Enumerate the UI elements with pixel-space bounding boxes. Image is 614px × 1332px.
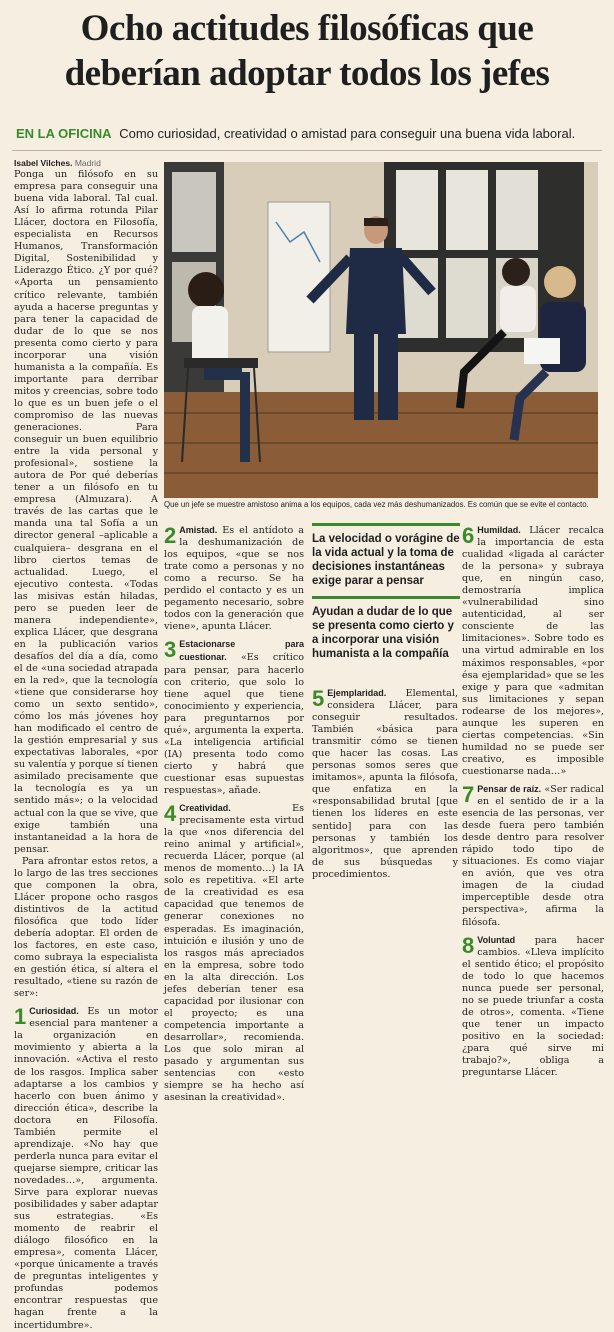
point-title: Ejemplaridad.	[327, 688, 387, 698]
point-8	[462, 934, 604, 1080]
pullquote-1: La velocidad o vorágine de la vida actual y la toma de decisiones instantáneas exige parar a pensar	[312, 523, 460, 588]
headline-line-2: deberían adoptar todos los jefes	[64, 53, 550, 94]
subhead	[16, 125, 608, 143]
point-text: «Es crítico para pensar, para hacerlo con criterio, que solo lo tiene aquel que tiene conocimiento y experiencia, para preguntarnos por qué», argumenta la experta. «La inteligencia artificial (IA) presenta todo como cierto y habrá que cuestionar esas supuestas respuestas», añade.	[164, 652, 304, 796]
point-4	[164, 802, 304, 1104]
author: Isabel Vilches.	[14, 158, 73, 168]
point-title: Humildad.	[477, 525, 521, 535]
point-1	[14, 1005, 158, 1331]
point-title: Voluntad	[477, 934, 516, 945]
divider	[12, 150, 602, 151]
point-6	[462, 524, 604, 778]
point-number: 5	[312, 686, 325, 711]
article-photo	[164, 162, 598, 498]
point-text: Elemental, considera Llácer, para conseguir resultados. También «básica para transmitir cómo se tienen que hacer las cosas. Las personas somos seres que imitamos», apunta la filósofa, que enfatiza en la «responsabilidad brutal [que tienen los líderes en este sentido] para con las personas y también los algoritmos», que aprenden de sus búsquedas y procedimientos.	[312, 688, 458, 880]
point-number: 8	[462, 932, 475, 958]
point-title: Curiosidad.	[29, 1006, 79, 1017]
point-number: 6	[462, 523, 475, 548]
section-label: EN LA OFICINA	[16, 126, 112, 141]
headline-line-1: Ocho actitudes filosóficas que	[80, 8, 534, 49]
point-number: 1	[14, 1004, 27, 1030]
intro-paragraph-1: Ponga un filósofo en su empresa para conseguir una buena vida laboral. Tal cual. Así lo afirma rotunda Pilar Llácer, doctora en Filosofía, especialista en Recursos Humanos, Transformación Digital, Sostenibilidad y Liderazgo Ético. ¿Y por qué? «Aporta un pensamiento crítico relevante, también ayuda a hacerse preguntas y para tener la capacidad de dudar de lo que se nos presenta como cierto y para incorporar una visión humanista a la compañía. Es importante para derribar mitos y creencias, sobre todo lo que es un buen jefe o el compromiso de las nuevas generaciones. Para conseguir un buen equilibrio entre la vida personal y profesional», sostiene la autora de Por qué deberías tener a un filósofo en tu empresa (Almuzara). A través de las cartas que le manda una tal Sofía a un director general –aplicable a cualquiera– desgrana en el libro ciertos temas de actualidad. Luego, el ejecutivo contesta. «Todas las misivas están hiladas, pero se pueden leer de manera independiente», explica Llácer, que desgrana en la publicación varios desafíos del día a día, como el de «una sociedad atrapada en la red», que la tecnología «tiene que considerarse hoy como un sexto sentido», cómo los más jóvenes hoy han modificado el centro de la gestión empresarial y sus expectativas laborales, «por su valentía y porque sí tienen asimilado precisamente que la tecnología es ya un sentido más»; o la velocidad actual con la que se vive, que exige también una instantaneidad a la hora de pensar.	[14, 169, 158, 855]
point-text: Es precisamente esta virtud la que «nos diferencia del reino animal y artificial», recuerda Llácer, porque (al menos de momento…) la IA solo es repetitiva. «El arte de la creatividad es esa capacidad que tenemos de generar conexiones no esperadas. Es imaginación, intuición e ilusión y uno de los rasgos más apreciados en la empresa, sobre todo en la alta dirección. Los jefes deberían tener esa capacidad por ilusionar con el proyecto; es una competencia importante a desarrollar», recomienda. Los que solo miran al pasado y argumentan sus sentencias con «esto siempre se ha hecho así asesinan la creatividad».	[164, 803, 304, 1104]
point-text: para hacer cambios. «Lleva implícito el sentido ético; el propósito de todo lo que hacemos nunca puede ser personal, no se puede triunfar a costa de otros», comenta. «Tiene que tener un impacto positivo en la sociedad: ¿para qué sirve mi trabajo?», obliga a preguntarse Llácer.	[462, 934, 604, 1079]
photo-caption: Que un jefe se muestre amistoso anima a los equipos, cada vez más deshumanizados. Es común que se evite el contacto.	[164, 500, 589, 509]
point-text: Es el antídoto a la deshumanización de los equipos, «que se nos trate como a personas y no como a recurso. Se ha perdido el contacto y es un pegamento necesario, sobre todos con la generación que viene», apunta Llácer.	[164, 525, 304, 633]
point-text: «Ser radical en el sentido de ir a la esencia de las personas, ver desde fuera pero también desde dentro para resolver rápido todo tipo de situaciones. Es como viajar en avión, que ves otra imagen de la ciudad imperceptible desde otra perspectiva», afirma la filósofa.	[462, 783, 604, 928]
office-scene-illustration	[164, 162, 598, 498]
point-3	[164, 638, 304, 797]
point-title: Amistad.	[179, 525, 218, 535]
point-title: Creatividad.	[179, 803, 231, 814]
point-text: Es un motor esencial para mantener a la organización en movimiento y abierta a la innovación. «Activa el resto de los rasgos. Implica saber adaptarse a los cambios y hacerlo con buen ánimo y dirección ética», describe la doctora en Filosofía. También permite el aprendizaje. «No hay que perderla nunca para evitar el quejarse siempre, criticar las novedades…», argumenta. Sirve para explorar nuevas posibilidades y saber adaptar sus estrategias. «Es momento de reabrir el diálogo filosófico en la empresa», comenta Llácer, «porque únicamente a través de preguntas inteligentes y profundas podemos encontrar respuestas que hagan frente a la incertidumbre».	[14, 1006, 158, 1331]
column-3	[312, 682, 458, 897]
point-2	[164, 524, 304, 633]
intro-paragraph-2: Para afrontar estos retos, a lo largo de las tres secciones que componen la obra, Llácer propone ocho rasgos distintivos de la actitud filosófica que todo líder debería adoptar. El orden de los factores, en este caso, como subraya la especialista en gestión ética, sí altera el resultado, «tiene su razón de ser»:	[14, 855, 158, 1000]
column-4	[462, 519, 604, 1079]
column-2	[164, 519, 304, 1104]
point-number: 2	[164, 523, 177, 548]
byline	[14, 157, 158, 169]
point-7	[462, 783, 604, 929]
point-title: Pensar de raíz.	[477, 783, 542, 794]
subhead-text: Como curiosidad, creatividad o amistad para conseguir una buena vida laboral.	[119, 126, 576, 141]
column-1	[14, 157, 158, 1331]
point-number: 7	[462, 781, 475, 807]
point-text: Llácer recalca la importancia de esta cualidad «ligada al carácter de la persona» y subraya que, en ningún caso, demostraría implica «vulnerabilidad sino autenticidad, al ser consciente de las limitaciones». Sobre todo es una virtud admirable en los máximos responsables, «por ésa ejemplaridad» que se les exige y para que «admitan sus limitaciones y sepan rodearse de los mejores», aunque les superen en ciertas competencias. «Sin humildad no se puede ser creativo, es imposible cuestionarse nada…»	[462, 525, 604, 777]
point-number: 3	[164, 637, 177, 663]
point-title: Estacionarse para cuestionar.	[179, 639, 304, 663]
point-5	[312, 687, 458, 881]
pullquote-2: Ayudan a dudar de lo que se presenta como cierto y a incorporar una visión humanista a la compañía	[312, 596, 460, 661]
point-number: 4	[164, 801, 177, 827]
headline	[6, 6, 608, 96]
location: Madrid	[74, 158, 101, 168]
